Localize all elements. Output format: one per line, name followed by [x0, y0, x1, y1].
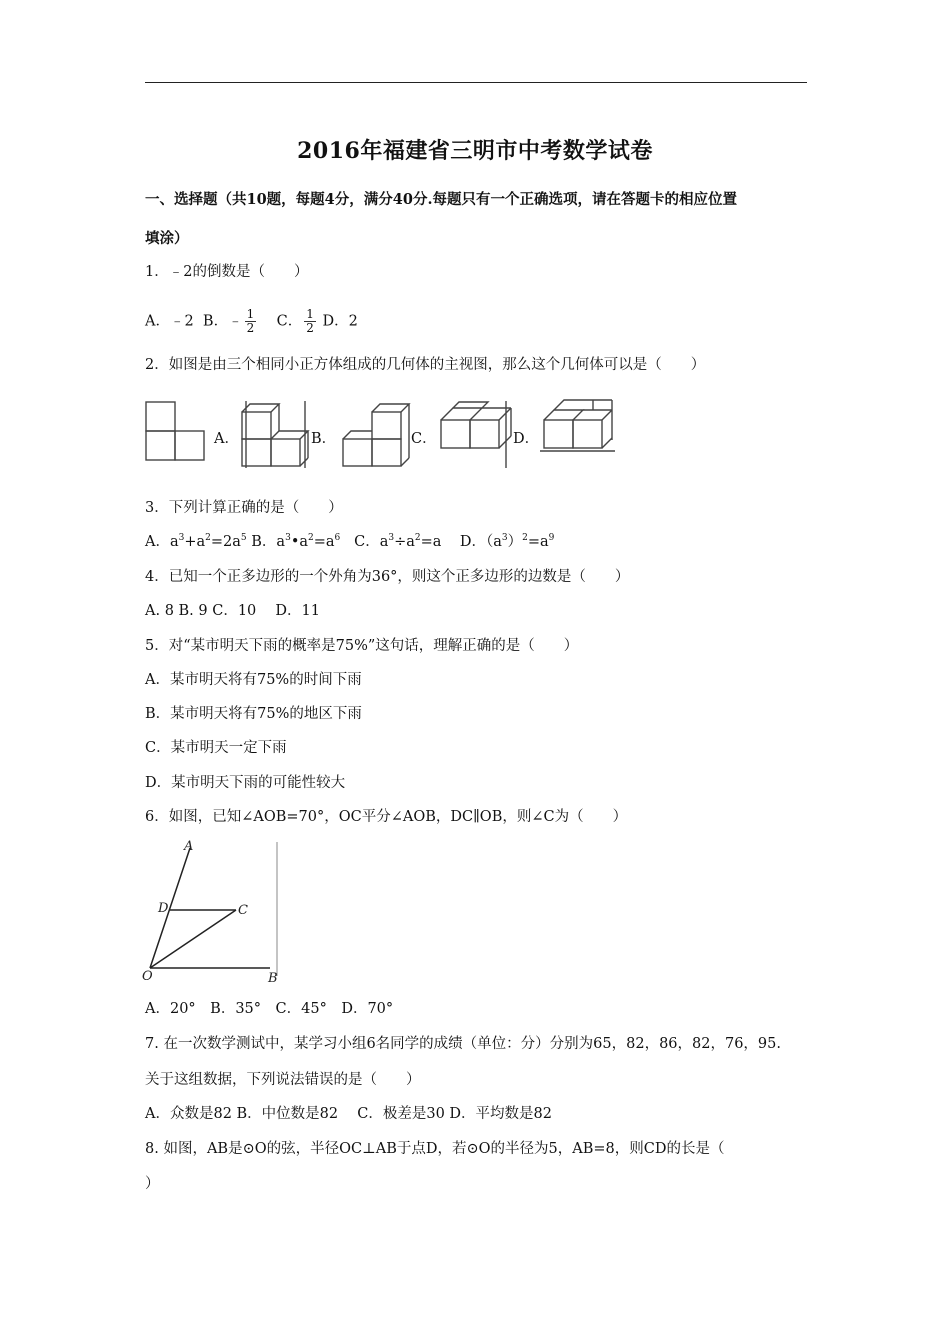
label-d: D [158, 901, 169, 916]
label-b: B [268, 971, 278, 986]
q1-option-b: B．﹣ [202, 313, 243, 330]
q2-stem: 2．如图是由三个相同小正方体组成的几何体的主视图，那么这个几何体可以是（ ） [145, 357, 706, 373]
q7-stem-line2: 关于这组数据，下列说法错误的是（ ） [145, 1072, 421, 1088]
label-a: A [184, 839, 194, 854]
q8-stem-line2: ） [145, 1176, 160, 1192]
q5-option-b: B．某市明天将有75%的地区下雨 [145, 706, 362, 722]
q3-stem: 3．下列计算正确的是（ ） [145, 500, 343, 516]
q3-option-c: C．$a^3\div a^2=a$ [354, 533, 442, 550]
q1-options [145, 308, 358, 335]
q2-option-c-figure [441, 401, 511, 468]
page-title: 2016年福建省三明市中考数学试卷 [297, 138, 653, 164]
q7-stem-line1: 7. 在一次数学测试中，某学习小组6名同学的成绩（单位：分）分别为65，82，86，82，76，95. [145, 1036, 781, 1052]
q2-label-a: A． [214, 431, 239, 447]
q2-option-d-figure [540, 400, 615, 451]
q7-options: A．众数是82 B．中位数是82 C．极差是30 D．平均数是82 [145, 1106, 552, 1122]
q2-label-c: C． [411, 431, 437, 447]
q2-front-view-figure [146, 402, 204, 460]
q4-options: A. 8 B. 9 C．10 D．11 [145, 603, 320, 619]
label-c: C [238, 903, 248, 918]
q3-option-b: B．$a^3•a^2=a^6$ [251, 533, 341, 550]
segment-oc [150, 910, 236, 968]
q2-label-b: B． [311, 431, 337, 447]
q2-option-a-figure [242, 401, 308, 468]
q1-option-a: A．﹣2 [145, 313, 194, 330]
section-heading-line1: 一、选择题（共10题，每题4分，满分40分.每题只有一个正确选项，请在答题卡的相应位置 [145, 191, 737, 208]
q1-option-c: C． [276, 313, 303, 330]
q5-option-d: D．某市明天下雨的可能性较大 [145, 775, 346, 791]
q3-option-d: D．$(a^3)^2=a^9$ [459, 533, 555, 550]
q4-stem: 4．已知一个正多边形的一个外角为36°，则这个正多边形的边数是（ ） [145, 569, 630, 585]
header-rule [145, 82, 807, 83]
q6-options: A．20° B．35° C．45° D．70° [145, 1001, 394, 1017]
q6-stem: 6．如图，已知∠AOB=70°，OC平分∠AOB，DC∥OB，则∠C为（ ） [145, 809, 628, 825]
q2-figures [140, 396, 820, 476]
q1-fraction-b: $\frac{1}{2}$ [246, 307, 255, 335]
q8-stem-line1: 8. 如图，AB是⊙O的弦，半径OC⊥AB于点D，若⊙O的半径为5，AB=8，则CD的长是（ [145, 1141, 725, 1157]
q1-fraction-c: $\frac{1}{2}$ [306, 307, 314, 335]
q1-option-d: D．2 [322, 313, 358, 330]
q2-label-d: D． [513, 431, 540, 447]
q5-stem: 5．对“某市明天下雨的概率是75%”这句话，理解正确的是（ ） [145, 638, 579, 654]
q3-option-a: A．$a^3+a^2=2a^5$ [145, 533, 247, 550]
q5-option-a: A．某市明天将有75%的时间下雨 [145, 672, 362, 688]
label-o: O [142, 969, 153, 984]
q3-options [145, 532, 554, 552]
q6-angle-figure [140, 836, 290, 986]
ray-oa [150, 848, 190, 968]
section-heading-line2: 填涂） [145, 230, 189, 247]
q1-stem: 1．﹣2的倒数是（ ） [145, 264, 309, 280]
q5-option-c: C．某市明天一定下雨 [145, 740, 287, 756]
